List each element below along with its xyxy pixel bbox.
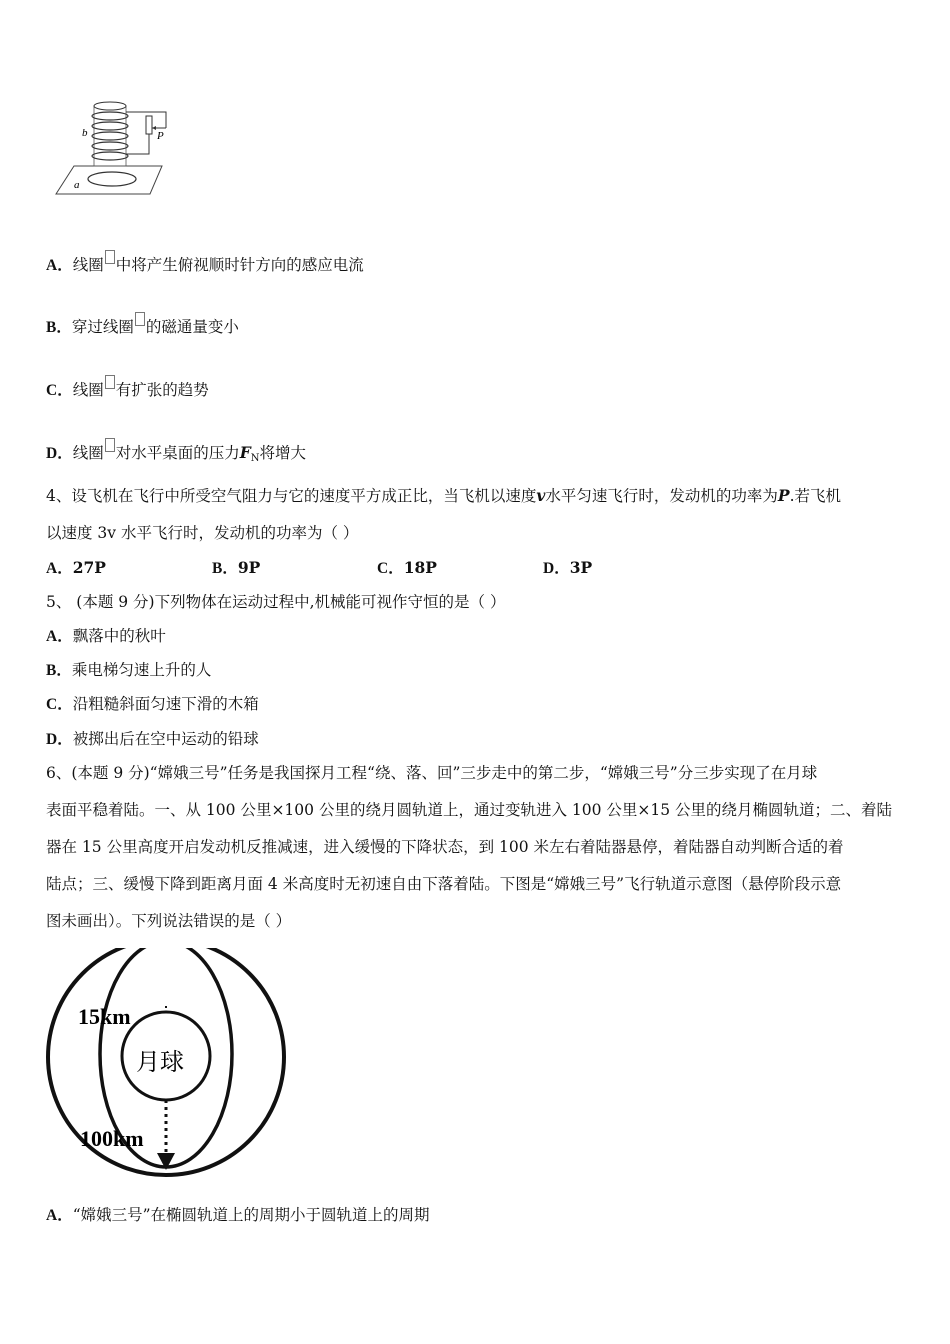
q3-option-b: B．穿过线圈 的磁通量变小 xyxy=(46,312,239,338)
q5-option-d: D．被掷出后在空中运动的铅球 xyxy=(46,730,259,748)
orbit-label-15km: 15km xyxy=(78,1004,131,1029)
q6-stem-line2: 表面平稳着陆。一、从 100 公里×100 公里的绕月圆轨道上，通过变轨进入 100 公里×15 公里的绕月椭圆轨道；二、着陆 xyxy=(46,801,893,819)
missing-glyph-box xyxy=(105,438,115,452)
q5-option-a: A．飘落中的秋叶 xyxy=(46,627,166,645)
coil-figure xyxy=(52,98,172,198)
q3-option-d: D．线圈 对水平桌面的压力$F_N$将增大 xyxy=(46,438,306,469)
q4-option-a: A．27P xyxy=(46,558,106,577)
q3-option-a: A．线圈 中将产生俯视顺时针方向的感应电流 xyxy=(46,250,364,276)
missing-glyph-box xyxy=(105,375,115,389)
q6-stem-line4: 陆点；三、缓慢下降到距离月面 4 米高度时无初速自由下落着陆。下图是“嫦娥三号”飞行轨道示意图（悬停阶段示意 xyxy=(46,875,842,893)
q5-option-c: C．沿粗糙斜面匀速下滑的木箱 xyxy=(46,695,259,713)
q3-option-c: C．线圈 有扩张的趋势 xyxy=(46,375,209,401)
orbit-label-moon: 月球 xyxy=(136,1048,184,1076)
figure-label-b: b xyxy=(82,127,88,139)
q5-stem: 5、 (本题 9 分)下列物体在运动过程中,机械能可视作守恒的是（ ） xyxy=(46,593,506,611)
figure-label-p: P xyxy=(157,130,164,142)
missing-glyph-box xyxy=(105,250,115,264)
orbit-figure xyxy=(44,948,294,1178)
q4-option-b: B．9P xyxy=(212,558,261,577)
q4-stem-line2: 以速度 3v 水平飞行时，发动机的功率为（ ） xyxy=(46,524,359,542)
q6-stem-line3: 器在 15 公里高度开启发动机反推减速，进入缓慢的下降状态，到 100 米左右着陆器悬停，着陆器自动判断合适的着 xyxy=(46,838,844,856)
q4-option-c: C．18P xyxy=(377,558,437,577)
q6-stem-line5: 图未画出）。下列说法错误的是（ ） xyxy=(46,912,292,930)
q6-option-a: A．“嫦娥三号”在椭圆轨道上的周期小于圆轨道上的周期 xyxy=(46,1206,430,1224)
figure-label-a: a xyxy=(74,179,80,191)
missing-glyph-box xyxy=(135,312,145,326)
q4-stem-line1: 4、设飞机在飞行中所受空气阻力与它的速度平方成正比，当飞机以速度v水平匀速飞行时，发动机的功率为P.若飞机 xyxy=(46,486,841,505)
orbit-label-100km: 100km xyxy=(80,1126,144,1151)
q6-stem-line1: 6、(本题 9 分)“嫦娥三号”任务是我国探月工程“绕、落、回”三步走中的第二步，“嫦娥三号”分三步实现了在月球 xyxy=(46,764,818,782)
q4-option-d: D．3P xyxy=(543,558,593,577)
q5-option-b: B．乘电梯匀速上升的人 xyxy=(46,661,212,679)
